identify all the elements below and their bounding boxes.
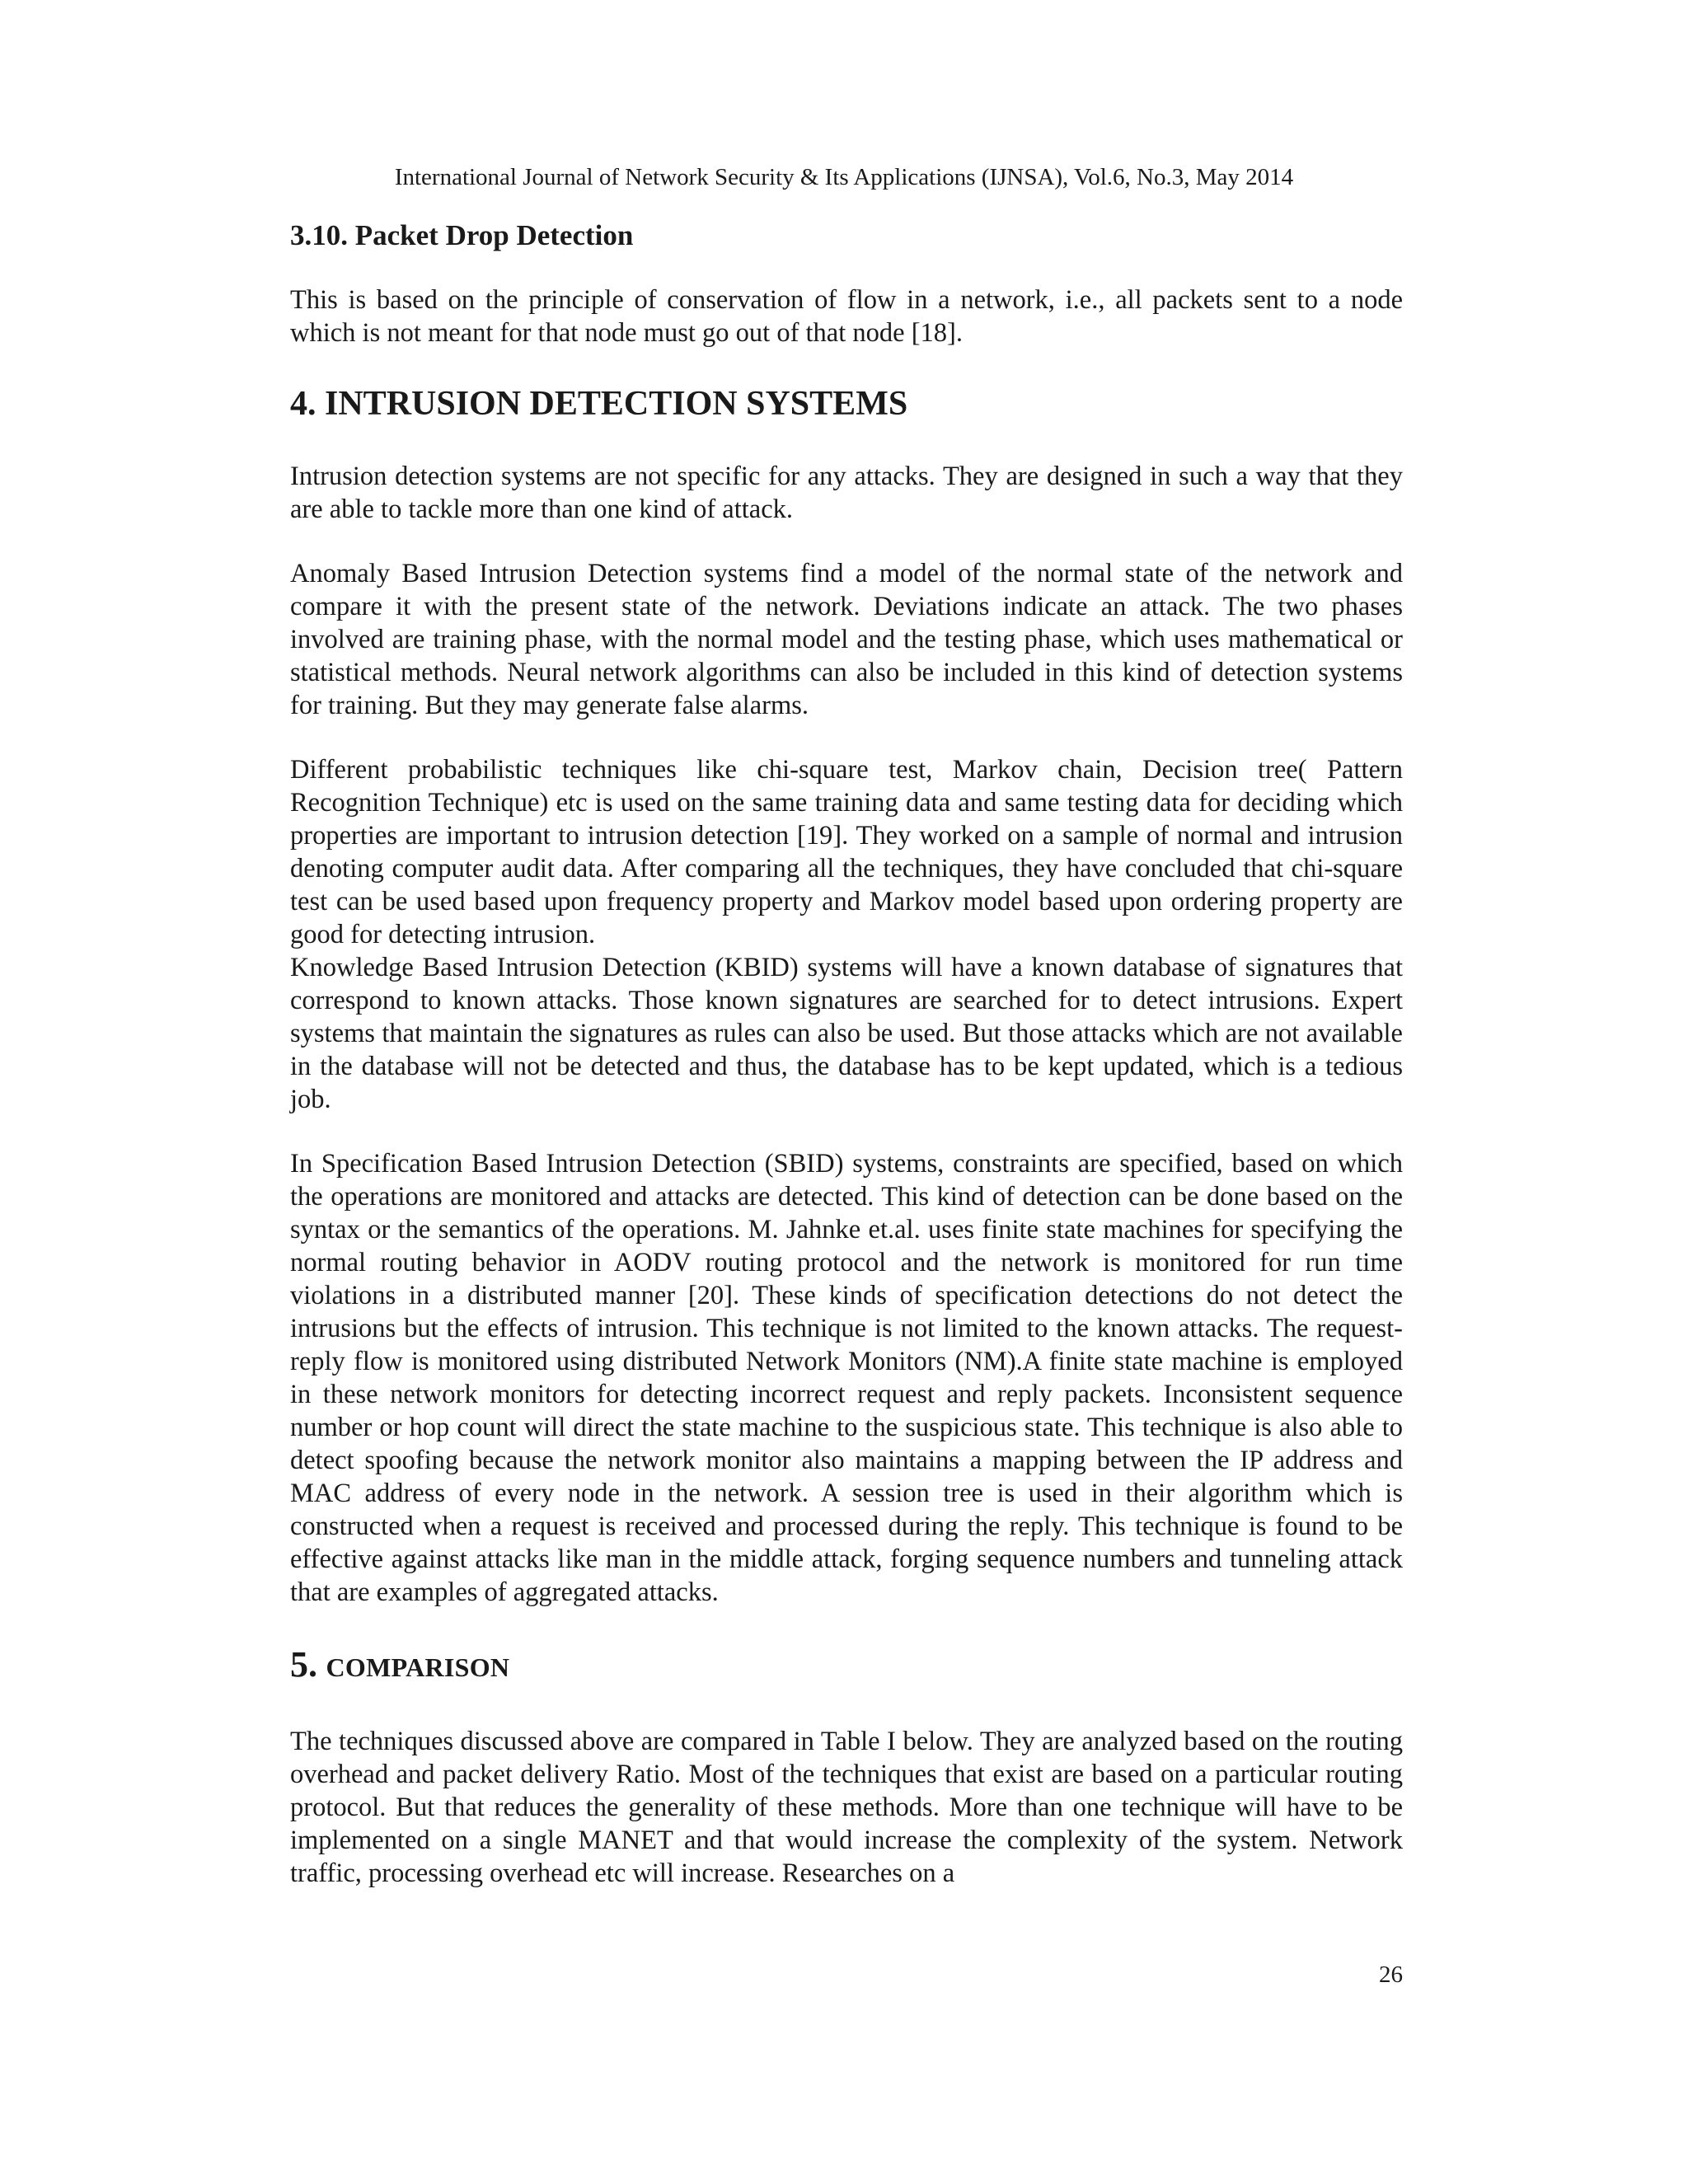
- paragraph: This is based on the principle of conservation of flow in a network, i.e., all packets sent to a node which is not meant for that node must go out of that node [18].: [290, 285, 1403, 348]
- paragraph: Anomaly Based Intrusion Detection systems find a model of the normal state of the network and compare it with the present state of the network. Deviations indicate an attack. The two phases involved are training phase, with the normal model and the testing phase, which uses mathematical or statistical methods. Neural network algorithms can also be included in this kind of detection systems for training. But they may generate false alarms.: [290, 559, 1403, 720]
- paragraph: In Specification Based Intrusion Detection (SBID) systems, constraints are specified, based on which the operations are monitored and attacks are detected. This kind of detection can be done based on the syntax or the semantics of the operations. M. Jahnke et.al. uses finite state machines for specifying the normal routing behavior in AODV routing protocol and the network is monitored for run time violations in a distributed manner [20]. These kinds of specification detections do not detect the intrusions but the effects of intrusion. This technique is not limited to the known attacks. The request-reply flow is monitored using distributed Network Monitors (NM).A finite state machine is employed in these network monitors for detecting incorrect request and reply packets. Inconsistent sequence number or hop count will direct the state machine to the suspicious state. This technique is also able to detect spoofing because the network monitor also maintains a mapping between the IP address and MAC address of every node in the network. A session tree is used in their algorithm which is constructed when a request is received and processed during the reply. This technique is found to be effective against attacks like man in the middle attack, forging sequence numbers and tunneling attack that are examples of aggregated attacks.: [290, 1149, 1403, 1607]
- paragraph: Intrusion detection systems are not specific for any attacks. They are designed in such a way that they are able to tackle more than one kind of attack.: [290, 462, 1403, 524]
- paragraph: Knowledge Based Intrusion Detection (KBID) systems will have a known database of signatures that correspond to known attacks. Those known signatures are searched for to detect intrusions. Expert systems that maintain the signatures as rules can also be used. But those attacks which are not available in the database will not be detected and thus, the database has to be kept updated, which is a tedious job.: [290, 953, 1403, 1114]
- subsection-heading-3-10: 3.10. Packet Drop Detection: [290, 219, 634, 251]
- running-header: International Journal of Network Security & Its Applications (IJNSA), Vol.6, No.3, May 2014: [394, 164, 1294, 190]
- section-heading-4: 4. INTRUSION DETECTION SYSTEMS: [290, 385, 908, 423]
- paragraph: The techniques discussed above are compared in Table I below. They are analyzed based on the routing overhead and packet delivery Ratio. Most of the techniques that exist are based on a particular routing protocol. But that reduces the generality of these methods. More than one technique will have to be implemented on a single MANET and that would increase the complexity of the system. Network traffic, processing overhead etc will increase. Researches on a: [290, 1727, 1403, 1888]
- paragraph: Different probabilistic techniques like chi-square test, Markov chain, Decision tree( Pattern Recognition Technique) etc is used on the same training data and same testing data for deciding which properties are important to intrusion detection [19]. They worked on a sample of normal and intrusion denoting computer audit data. After comparing all the techniques, they have concluded that chi-square test can be used based upon frequency property and Markov model based upon ordering property are good for detecting intrusion.: [290, 755, 1403, 949]
- section-heading-5: [290, 1642, 1403, 1690]
- page-number: 26: [1379, 1961, 1403, 1988]
- page-body: [290, 216, 1403, 1890]
- section-label: COMPARISON: [326, 1652, 510, 1682]
- section-number: 5.: [290, 1644, 317, 1685]
